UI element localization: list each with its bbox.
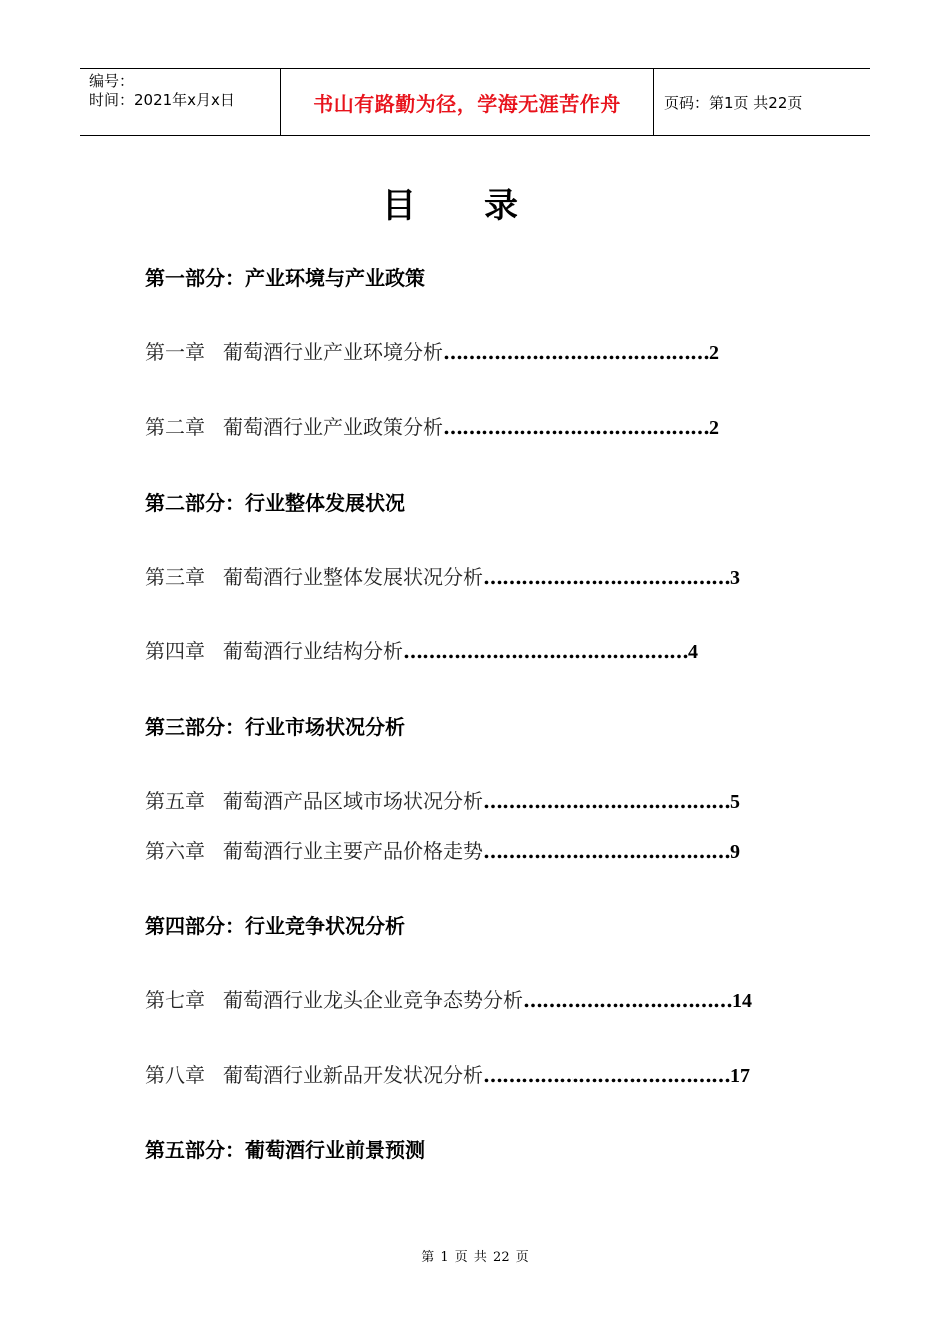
dot-leader: …………………………………: [483, 1063, 730, 1087]
toc-part-2: 第二部分：行业整体发展状况: [145, 491, 405, 515]
toc-chapter-6[interactable]: [145, 835, 740, 864]
chapter-number: 第二章: [145, 415, 205, 439]
toc-chapter-3[interactable]: [145, 561, 740, 590]
chapter-title: 葡萄酒行业新品开发状况分析: [223, 1063, 483, 1087]
chapter-number: 第七章: [145, 988, 205, 1012]
toc-chapter-1[interactable]: [145, 336, 719, 365]
header-motto: 书山有路勤为径，学海无涯苦作舟: [281, 69, 654, 135]
chapter-title: 葡萄酒行业结构分析: [223, 639, 403, 663]
toc-chapter-2[interactable]: [145, 411, 719, 440]
serial-label: 编号：: [89, 72, 135, 90]
dot-leader: …………………………………: [483, 789, 730, 813]
chapter-page: 9: [730, 841, 740, 863]
toc-part-3: 第三部分：行业市场状况分析: [145, 715, 405, 739]
header-table: [80, 68, 870, 136]
chapter-page: 2: [709, 342, 719, 364]
toc-chapter-7[interactable]: [145, 984, 752, 1013]
toc-chapter-5[interactable]: [145, 785, 740, 814]
dot-leader: …………………………………: [483, 565, 730, 589]
chapter-title: 葡萄酒行业产业环境分析: [223, 340, 443, 364]
dot-leader: ……………………………: [523, 988, 732, 1012]
page-footer: 第 1 页 共 22 页: [421, 1250, 529, 1265]
chapter-page: 5: [730, 791, 740, 813]
toc-part-4: 第四部分：行业竞争状况分析: [145, 914, 405, 938]
chapter-title: 葡萄酒产品区域市场状况分析: [223, 789, 483, 813]
toc-part-5: 第五部分：葡萄酒行业前景预测: [145, 1138, 425, 1162]
chapter-number: 第五章: [145, 789, 205, 813]
toc-chapter-8[interactable]: [145, 1059, 750, 1088]
time-label: 时间：2021年x月x日: [89, 91, 235, 109]
chapter-title: 葡萄酒行业整体发展状况分析: [223, 565, 483, 589]
dot-leader: ………………………………………: [403, 639, 688, 663]
chapter-number: 第一章: [145, 340, 205, 364]
header-page-info: 页码：第1页 共22页: [664, 93, 803, 112]
chapter-number: 第六章: [145, 839, 205, 863]
document-title: 目 录: [382, 186, 518, 226]
dot-leader: ……………………………………: [443, 415, 709, 439]
chapter-page: 17: [730, 1065, 750, 1087]
chapter-number: 第三章: [145, 565, 205, 589]
chapter-number: 第八章: [145, 1063, 205, 1087]
chapter-page: 2: [709, 417, 719, 439]
chapter-title: 葡萄酒行业龙头企业竞争态势分析: [223, 988, 523, 1012]
toc-chapter-4[interactable]: [145, 635, 698, 664]
chapter-page: 4: [688, 641, 698, 663]
chapter-page: 14: [732, 990, 752, 1012]
chapter-page: 3: [730, 567, 740, 589]
chapter-number: 第四章: [145, 639, 205, 663]
toc-part-1: 第一部分：产业环境与产业政策: [145, 266, 425, 290]
dot-leader: ……………………………………: [443, 340, 709, 364]
header-meta-cell: [80, 69, 281, 135]
chapter-title: 葡萄酒行业主要产品价格走势: [223, 839, 483, 863]
dot-leader: …………………………………: [483, 839, 730, 863]
chapter-title: 葡萄酒行业产业政策分析: [223, 415, 443, 439]
